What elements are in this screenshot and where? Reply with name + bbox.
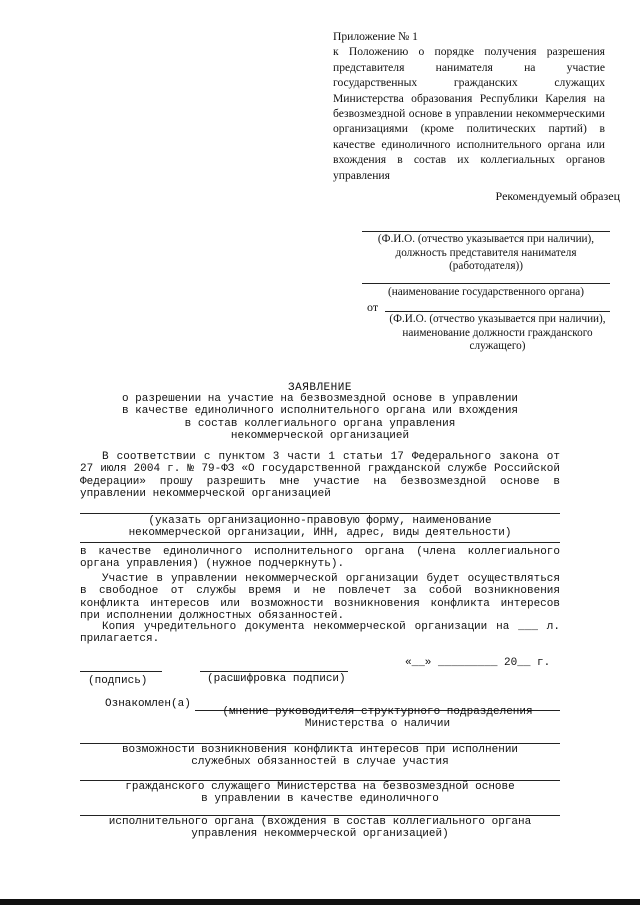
opinion-line: управления некоммерческой организацией) [191, 828, 449, 841]
opinion-caption-4 [80, 816, 560, 841]
body-caption: (наименование государственного органа) [388, 286, 584, 298]
organization-caption [80, 515, 560, 540]
participation-paragraph [80, 573, 560, 622]
organization-line-2 [80, 542, 560, 543]
employee-caption-line: (Ф.И.О. (отчество указывается при наличии), [389, 313, 606, 325]
scan-bottom-edge [0, 899, 640, 905]
sample-label: Рекомендуемый образец [495, 189, 620, 203]
subtitle-line: в состав коллегиального органа управления [184, 417, 456, 430]
decoding-caption: (расшифровка подписи) [207, 673, 346, 685]
statement-subtitle [110, 393, 530, 443]
employee-caption-line: служащего) [469, 340, 526, 353]
subtitle-line: некоммерческой организацией [230, 430, 410, 443]
employer-caption-line: (работодателя)) [449, 260, 523, 273]
employer-caption-line: должность представителя нанимателя [395, 246, 577, 259]
decoding-line [200, 671, 348, 672]
body-name-line [362, 283, 610, 284]
employer-caption [362, 233, 610, 274]
appendix-block [333, 29, 605, 183]
subtitle-line: в качестве единоличного исполнительного органа или вхождения [121, 405, 519, 418]
acquainted-label: Ознакомлен(а) [105, 698, 191, 710]
opinion-caption-2 [80, 744, 560, 769]
opinion-line: возможности возникновения конфликта интересов при исполнении [121, 744, 519, 756]
statement-title: ЗАЯВЛЕНИЕ [288, 382, 352, 394]
employer-caption-line: (Ф.И.О. (отчество указывается при наличии), [377, 233, 595, 245]
organization-caption-line: (указать организационно-правовую форму, наименование [148, 515, 492, 527]
request-text: В соответствии с пунктом 3 части 1 статьи 17 Федерального закона от 27 июля 2004 г. № 79-ФЗ «О государственной гражданской службе Российской Федерации» прошу разрешить мне участие на безвозмездной основе в управлении некоммерческой организацией [80, 451, 560, 500]
employee-caption [385, 313, 610, 354]
participation-text: Участие в управлении некоммерческой организации будет осуществляться в свободное от службы время и не повлечет за собой возникновения конфликта интересов или возможности возникновения конфликта интересов при исполнении должностных обязанностей. [80, 573, 560, 622]
appendix-title: Приложение № 1 [333, 30, 418, 43]
opinion-line: гражданского служащего Министерства на безвозмездной основе [125, 781, 515, 793]
opinion-caption-3 [80, 781, 560, 806]
signature-line [80, 671, 162, 672]
attachment-text: Копия учредительного документа некоммерческой организации на ___ л. прилагается. [80, 621, 560, 646]
opinion-line: в управлении в качестве единоличного [201, 793, 439, 806]
appendix-text: к Положению о порядке получения разрешения представителя нанимателя на участие государственных гражданских служащих Министерства образования Республики Карелия на безвозмездной основе в управлении некоммерческими организациями (кроме политических партий) в качестве единоличного исполнительного органа или вхождения в состав их коллегиальных органов управления [333, 45, 605, 182]
employer-name-line [362, 231, 610, 232]
organization-line [80, 513, 560, 514]
request-paragraph [80, 451, 560, 500]
attachment-paragraph [80, 621, 560, 646]
opinion-line: исполнительного органа (вхождения в состав коллегиального органа [108, 816, 532, 828]
opinion-line: служебных обязанностей в случае участия [191, 756, 449, 769]
opinion-caption-1 [195, 706, 560, 731]
organization-caption-line: некоммерческой организации, ИНН, адрес, виды деятельности) [128, 527, 512, 540]
signature-caption: (подпись) [88, 675, 148, 687]
subtitle-line: о разрешении на участие на безвозмездной основе в управлении [121, 393, 519, 405]
role-paragraph: в качестве единоличного исполнительного органа (члена коллегиального органа управления) (нужное подчеркнуть). [80, 546, 560, 571]
date-line: «__» _________ 20__ г. [405, 657, 551, 669]
employee-name-line [385, 311, 610, 312]
opinion-line: (мнение руководителя структурного подразделения [222, 706, 533, 718]
from-label: от [367, 300, 379, 314]
opinion-line: Министерства о наличии [304, 718, 451, 731]
employee-caption-line: наименование должности гражданского [402, 326, 593, 339]
